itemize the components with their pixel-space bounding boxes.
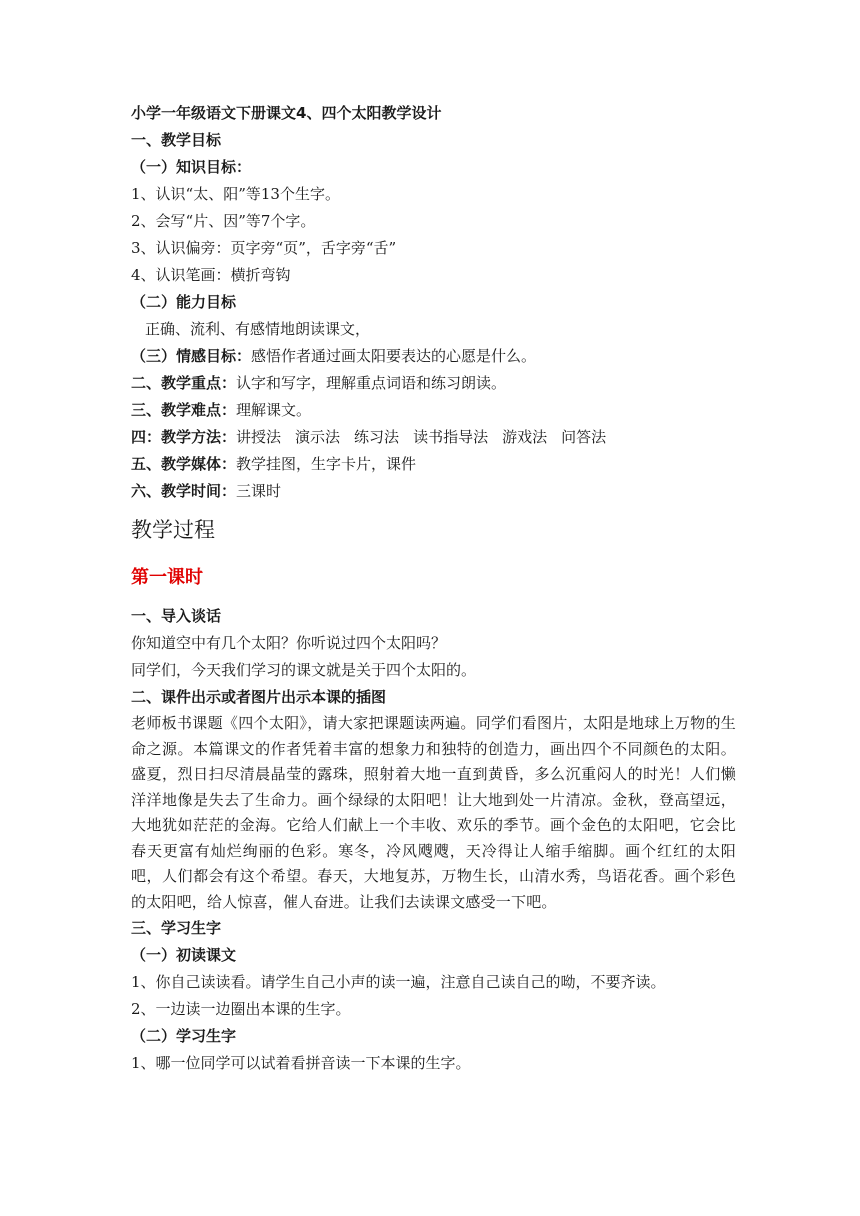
first-reading-item-1: 1、你自己读读看。请学生自己小声的读一遍，注意自己读自己的呦，不要齐读。 [131,973,666,991]
knowledge-item-2: 2、会写“片、因”等7个字。 [131,212,316,230]
teaching-methods-label: 四：教学方法： [131,428,237,446]
teaching-methods [131,424,736,451]
document-title: 小学一年级语文下册课文4、四个太阳教学设计 [131,104,442,122]
ability-text: 正确、流利、有感情地朗读课文， [145,320,371,338]
process-heading: 教学过程 [131,518,215,542]
first-reading-subheading: （一）初读课文 [131,946,237,964]
emotion-objective [131,343,736,370]
method-item: 练习法 [354,428,400,446]
learn-words-subheading: （二）学习生字 [131,1027,237,1045]
intro-line-1: 你知道空中有几个太阳？你听说过四个太阳吗？ [131,634,447,652]
method-item: 演示法 [295,428,341,446]
intro-heading: 一、导入谈话 [131,607,222,625]
knowledge-item-1: 1、认识“太、阳”等13个生字。 [131,185,340,203]
teaching-media-text: 教学挂图，生字卡片，课件 [236,455,417,473]
teaching-time-label: 六、教学时间： [131,482,237,500]
teaching-media-label: 五、教学媒体： [131,455,237,473]
key-points-text: 认字和写字，理解重点词语和练习朗读。 [236,374,507,392]
method-item: 问答法 [561,428,607,446]
lesson-one-heading: 第一课时 [131,567,203,588]
illustration-paragraph: 老师板书课题《四个太阳》，请大家把课题读两遍。同学们看图片，太阳是地球上万物的生命之源。本篇课文的作者凭着丰富的想象力和独特的创造力，画出四个不同颜色的太阳。盛夏，烈日扫尽清晨晶莹的露珠，照射着大地一直到黄昏，多么沉重闷人的时光！人们懒洋洋地像是失去了生命力。画个绿绿的太阳吧！让大地到处一片清凉。金秋，登高望远，大地犹如茫茫的金海。它给人们献上一个丰收、欢乐的季节。画个金色的太阳吧，它会比春天更富有灿烂绚丽的色彩。寒冬，冷风飕飕，天冷得让人缩手缩脚。画个红红的太阳吧，人们都会有这个希望。春天，大地复苏，万物生长，山清水秀，鸟语花香。画个彩色的太阳吧，给人惊喜，催人奋进。让我们去读课文感受一下吧。 [131,714,736,911]
subheading-ability: （二）能力目标 [131,293,237,311]
new-words-heading: 三、学习生字 [131,919,222,937]
difficult-points-text: 理解课文。 [236,401,312,419]
illustration-heading: 二、课件出示或者图片出示本课的插图 [131,688,387,706]
learn-words-item-1: 1、哪一位同学可以试着看拼音读一下本课的生字。 [131,1054,471,1072]
method-item: 读书指导法 [413,428,489,446]
method-item: 游戏法 [502,428,548,446]
difficult-points-label: 三、教学难点： [131,401,237,419]
emotion-label: （三）情感目标： [131,347,252,365]
difficult-points [131,397,736,424]
key-points-label: 二、教学重点： [131,374,237,392]
teaching-time-text: 三课时 [236,482,282,500]
intro-line-2: 同学们，今天我们学习的课文就是关于四个太阳的。 [131,661,477,679]
teaching-time [131,478,736,505]
document-page [131,100,736,1077]
method-item: 讲授法 [236,428,282,446]
subheading-knowledge: （一）知识目标： [131,158,252,176]
section-heading-objectives: 一、教学目标 [131,131,222,149]
teaching-media [131,451,736,478]
key-points [131,370,736,397]
knowledge-item-4: 4、认识笔画：横折弯钩 [131,266,291,284]
first-reading-item-2: 2、一边读一边圈出本课的生字。 [131,1000,351,1018]
knowledge-item-3: 3、认识偏旁：页字旁“页”，舌字旁“舌” [131,239,397,257]
emotion-text: 感悟作者通过画太阳要表达的心愿是什么。 [251,347,537,365]
